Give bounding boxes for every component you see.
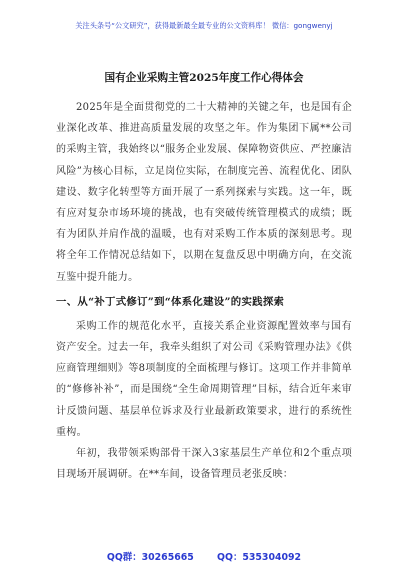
section-heading: 一、从“补丁式修订”到“体系化建设”的实践探索 [56, 295, 285, 308]
section-paragraph: 采购工作的规范化水平，直接关系企业资源配置效率与国有资产安全。过去一年，我牵头组织了对公司《采购管理办法》《供应商管理细则》等8项制度的全面梳理与修订。这项工作并非简单的“修修补补”，而是围绕“全生命周期管理”目标，结合近年来审计反馈问题、基层单位诉求及行业最新政策要求，进行的系统性重构。 [56, 320, 352, 438]
intro-paragraph: 2025年是全面贯彻党的二十大精神的关键之年，也是国有企业深化改革、推进高质量发展的攻坚之年。作为集团下属**公司的采购主管，我始终以“服务企业发展、保障物资供应、严控廉洁风险”为核心目标，立足岗位实际，在制度完善、流程优化、团队建设、数字化转型等方面开展了一系列探索与实践。这一年，既有应对复杂市场环境的挑战，也有突破传统管理模式的成绩；既有为团队并肩作战的温暖，也有对采购工作本质的深刻思考。现将全年工作情况总结如下，以期在复盘反思中明确方向，在交流互鉴中提升能力。 [56, 102, 352, 283]
document-body [56, 70, 352, 485]
qq-group-number: QQ群：30265665 [106, 552, 194, 563]
section-paragraph: 年初，我带领采购部骨干深入3家基层生产单位和2个重点项目现场开展调研。在**车间，设备管理员老张反映： [56, 448, 352, 481]
bottom-contact-footer [0, 549, 408, 563]
qq-number: QQ：535304092 [217, 552, 302, 563]
top-banner: 关注头条号“公文研究”，获得最新最全最专业的公文资料库！ 微信：gongwenyj [75, 21, 333, 30]
document-title: 国有企业采购主管2025年度工作心得体会 [104, 72, 304, 84]
